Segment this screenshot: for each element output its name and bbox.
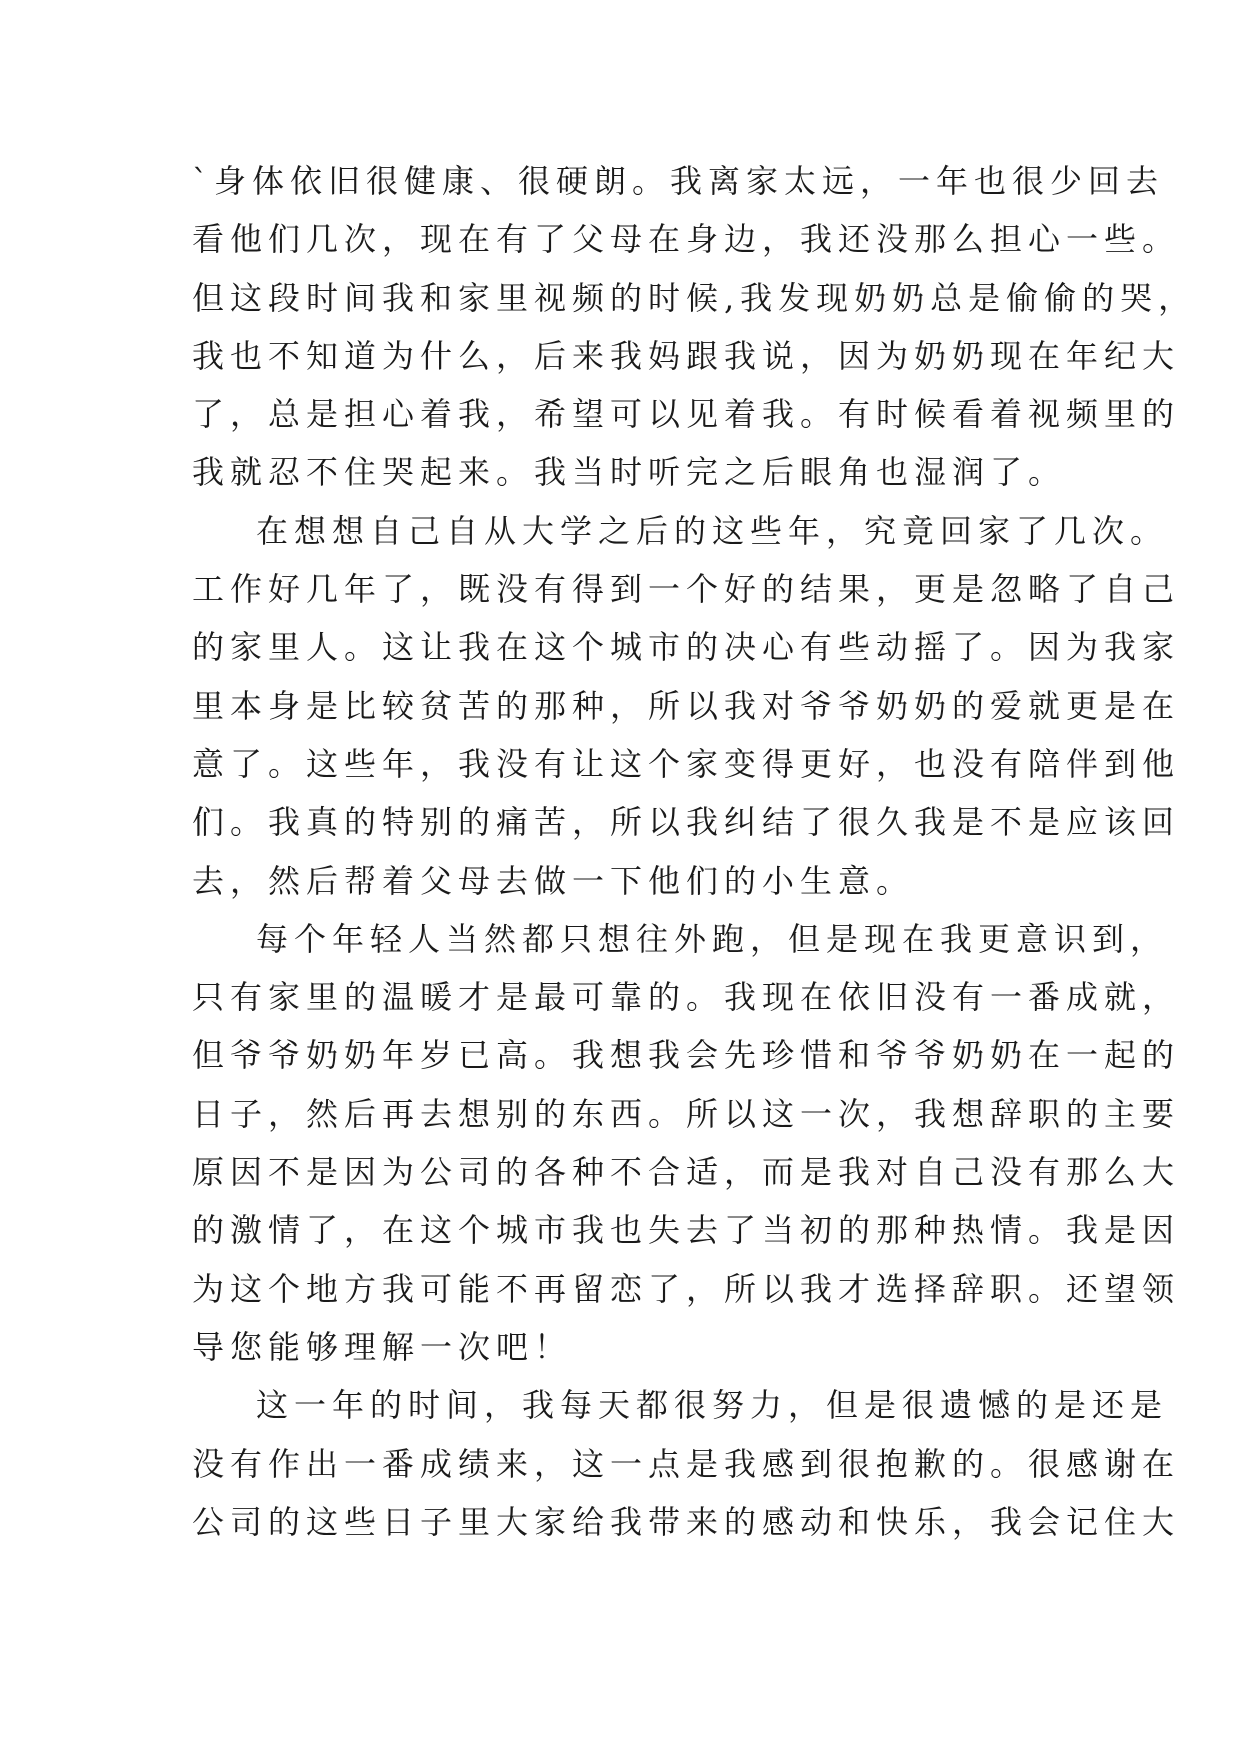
paragraph-first-line: 这一年的时间，我每天都很努力，但是很遗憾的是还是 [256,1386,1169,1425]
text-line: 的激情了，在这个城市我也失去了当初的那种热情。我是因 [192,1211,1181,1250]
paragraph-first-line: 在想想自己自从大学之后的这些年，究竟回家了几次。 [256,511,1169,550]
text-line: 但爷爷奶奶年岁已高。我想我会先珍惜和爷爷奶奶在一起的 [192,1036,1181,1075]
text-line: 日子，然后再去想别的东西。所以这一次，我想辞职的主要 [192,1094,1181,1133]
text-line: 了，总是担心着我，希望可以见着我。有时候看着视频里的 [192,395,1181,434]
paragraph-first-line: 每个年轻人当然都只想往外跑，但是现在我更意识到， [256,919,1169,958]
text-line: 但这段时间我和家里视频的时候,我发现奶奶总是偷偷的哭， [192,278,1197,317]
text-line: 工作好几年了，既没有得到一个好的结果，更是忽略了自己 [192,570,1181,609]
text-line: 意了。这些年，我没有让这个家变得更好，也没有陪伴到他 [192,744,1181,783]
text-line: 没有作出一番成绩来，这一点是我感到很抱歉的。很感谢在 [192,1444,1181,1483]
text-line: 我也不知道为什么，后来我妈跟我说，因为奶奶现在年纪大 [192,336,1181,375]
text-line: 原因不是因为公司的各种不合适，而是我对自己没有那么大 [192,1153,1181,1192]
text-line: 导您能够理解一次吧！ [192,1327,573,1366]
text-line: 的家里人。这让我在这个城市的决心有些动摇了。因为我家 [192,628,1181,667]
document-body [192,152,1197,1551]
text-line: 去，然后帮着父母去做一下他们的小生意。 [192,861,915,900]
text-line: `身体依旧很健康、很硬朗。我离家太远，一年也很少回去 [192,162,1165,200]
text-line: 公司的这些日子里大家给我带来的感动和快乐，我会记住大 [192,1502,1181,1541]
text-line: 们。我真的特别的痛苦，所以我纠结了很久我是不是应该回 [192,803,1181,842]
text-line: 里本身是比较贫苦的那种，所以我对爷爷奶奶的爱就更是在 [192,686,1181,725]
text-line: 为这个地方我可能不再留恋了，所以我才选择辞职。还望领 [192,1269,1181,1308]
text-line: 我就忍不住哭起来。我当时听完之后眼角也湿润了。 [192,453,1067,492]
text-line: 看他们几次，现在有了父母在身边，我还没那么担心一些。 [192,220,1181,259]
text-line: 只有家里的温暖才是最可靠的。我现在依旧没有一番成就， [192,978,1181,1017]
